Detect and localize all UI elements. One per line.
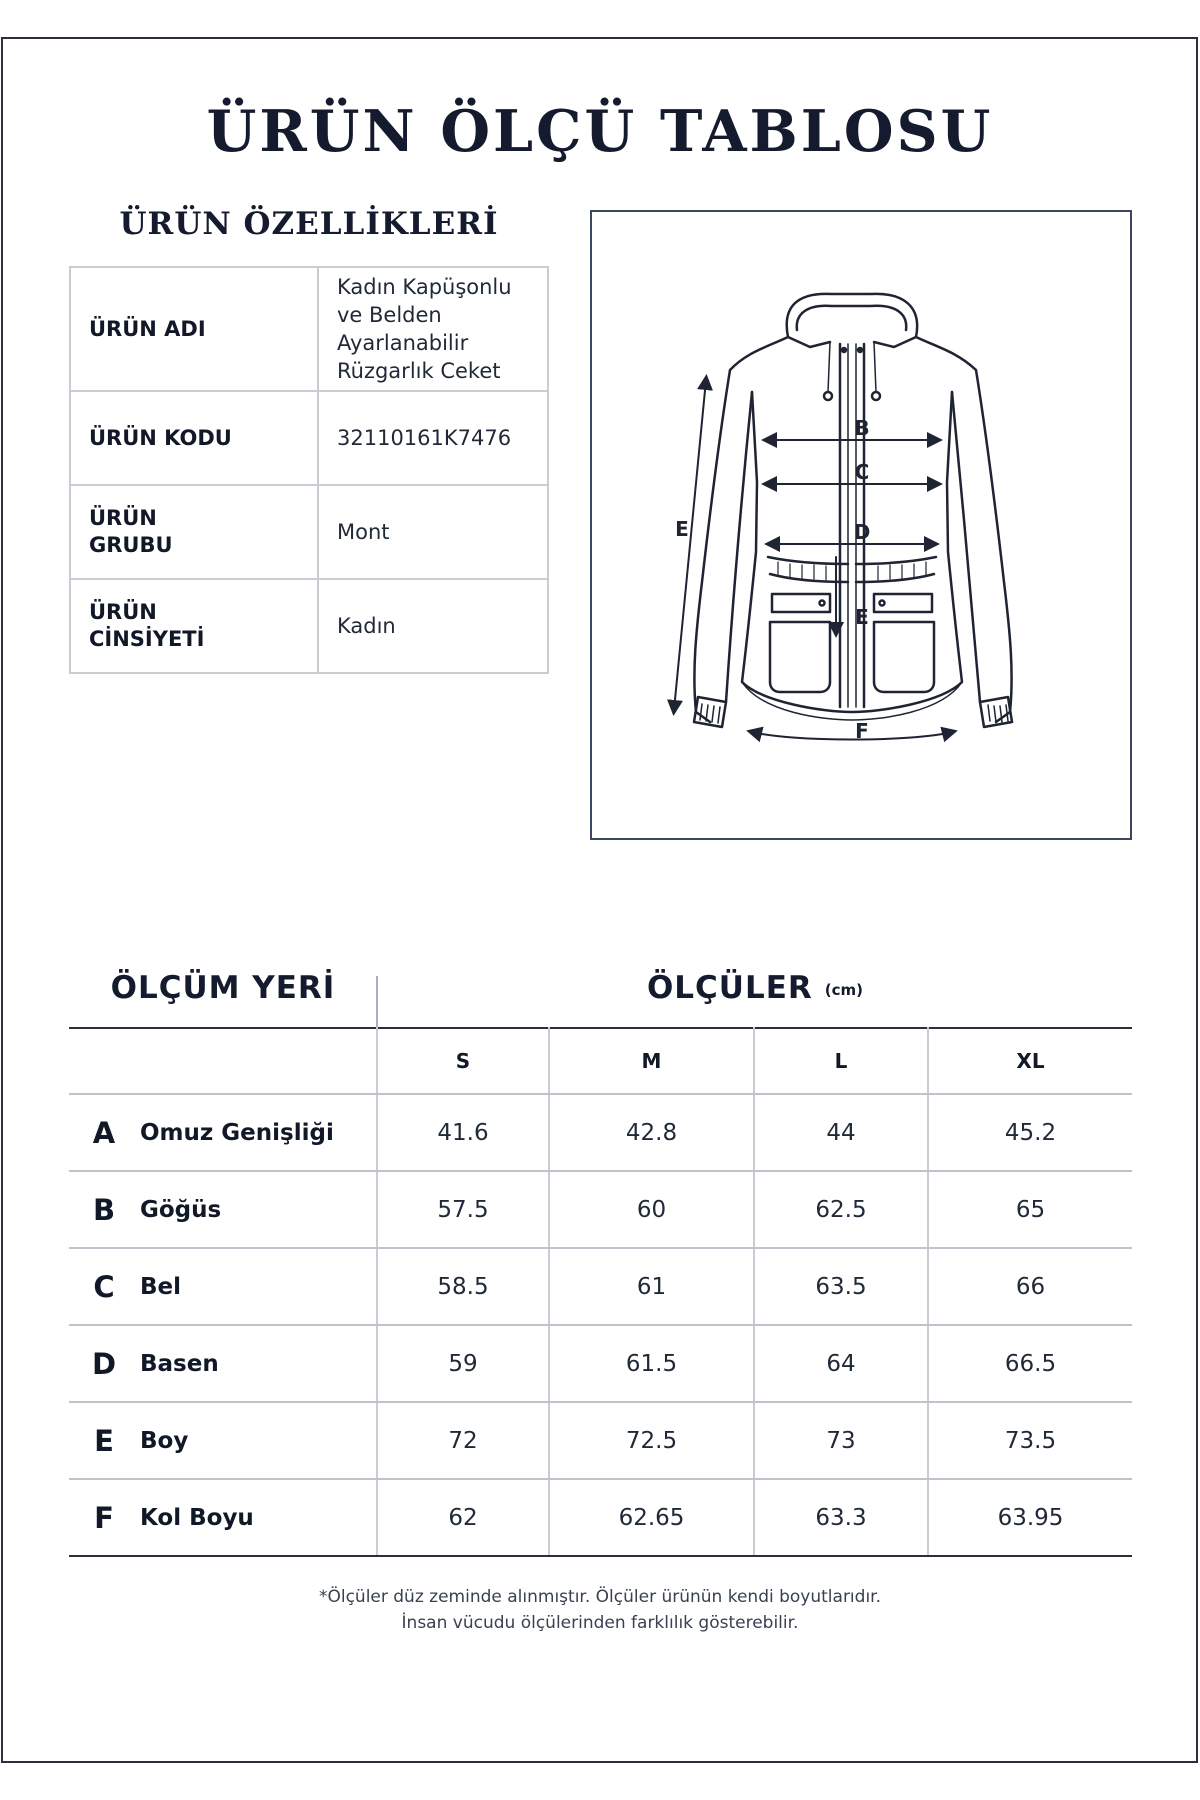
- measure-name: Omuz Genişliği: [139, 1094, 377, 1171]
- measure-value: 44: [754, 1094, 928, 1171]
- measure-letter: B: [69, 1171, 139, 1248]
- label-e-side: E: [675, 517, 689, 541]
- measurements-heading-text: ÖLÇÜLER: [646, 970, 813, 1006]
- size-header: S: [377, 1028, 549, 1094]
- product-key: ÜRÜN CİNSİYETİ: [70, 579, 318, 673]
- measure-letter: C: [69, 1248, 139, 1325]
- measure-value: 42.8: [549, 1094, 754, 1171]
- product-value: Mont: [318, 485, 548, 579]
- measure-value: 62: [377, 1479, 549, 1556]
- table-row: [69, 1402, 1132, 1479]
- product-value: 32110161K7476: [318, 391, 548, 485]
- table-row: [69, 1325, 1132, 1402]
- label-e-inner: E: [855, 605, 869, 629]
- measure-value: 62.65: [549, 1479, 754, 1556]
- measure-name: Göğüs: [139, 1171, 377, 1248]
- table-row: [69, 1171, 1132, 1248]
- measurements-heading: [378, 970, 1132, 1006]
- product-row: [70, 579, 548, 673]
- measure-value: 73.5: [928, 1402, 1132, 1479]
- blank-header: [139, 1028, 377, 1094]
- measure-value: 64: [754, 1325, 928, 1402]
- measure-value: 66: [928, 1248, 1132, 1325]
- measure-value: 61: [549, 1248, 754, 1325]
- label-c: C: [854, 460, 870, 484]
- table-row: [69, 1248, 1132, 1325]
- measure-value: 61.5: [549, 1325, 754, 1402]
- measurement-place-heading: ÖLÇÜM YERİ: [110, 970, 336, 1006]
- measure-value: 45.2: [928, 1094, 1132, 1171]
- blank-header: [69, 1028, 139, 1094]
- measure-letter: D: [69, 1325, 139, 1402]
- product-row: [70, 485, 548, 579]
- product-key: ÜRÜN ADI: [70, 267, 318, 391]
- product-value: Kadın: [318, 579, 548, 673]
- size-header: L: [754, 1028, 928, 1094]
- page-title: ÜRÜN ÖLÇÜ TABLOSU: [206, 98, 994, 165]
- measure-value: 63.5: [754, 1248, 928, 1325]
- measure-name: Kol Boyu: [139, 1479, 377, 1556]
- measure-value: 66.5: [928, 1325, 1132, 1402]
- measure-value: 65: [928, 1171, 1132, 1248]
- measure-name: Boy: [139, 1402, 377, 1479]
- measurement-note: [0, 1584, 1200, 1636]
- measure-letter: A: [69, 1094, 139, 1171]
- measure-value: 60: [549, 1171, 754, 1248]
- product-row: [70, 391, 548, 485]
- product-value: Kadın Kapüşonlu ve Belden Ayarlanabilir Rüzgarlık Ceket: [318, 267, 548, 391]
- product-features-heading: ÜRÜN ÖZELLİKLERİ: [119, 206, 499, 242]
- measure-letter: E: [69, 1402, 139, 1479]
- jacket-diagram: [590, 210, 1132, 840]
- size-header: M: [549, 1028, 754, 1094]
- note-line-1: *Ölçüler düz zeminde alınmıştır. Ölçüler ürünün kendi boyutlarıdır.: [318, 1587, 882, 1607]
- measure-value: 63.95: [928, 1479, 1132, 1556]
- product-features-table: [69, 266, 549, 674]
- size-chart-table: [69, 1027, 1132, 1557]
- measure-value: 72.5: [549, 1402, 754, 1479]
- label-b: B: [854, 416, 870, 440]
- measure-value: 58.5: [377, 1248, 549, 1325]
- size-header-row: [69, 1028, 1132, 1094]
- measure-value: 59: [377, 1325, 549, 1402]
- measure-value: 41.6: [377, 1094, 549, 1171]
- table-row: [69, 1479, 1132, 1556]
- product-row: [70, 267, 548, 391]
- note-line-2: İnsan vücudu ölçülerinden farklılık gösterebilir.: [401, 1613, 799, 1633]
- measure-value: 62.5: [754, 1171, 928, 1248]
- measure-value: 57.5: [377, 1171, 549, 1248]
- measure-value: 63.3: [754, 1479, 928, 1556]
- product-key: ÜRÜN KODU: [70, 391, 318, 485]
- unit-label: (cm): [824, 980, 864, 999]
- measure-name: Bel: [139, 1248, 377, 1325]
- measure-letter: F: [69, 1479, 139, 1556]
- label-d: D: [853, 520, 871, 544]
- measure-value: 72: [377, 1402, 549, 1479]
- table-row: [69, 1094, 1132, 1171]
- size-header: XL: [928, 1028, 1132, 1094]
- measure-name: Basen: [139, 1325, 377, 1402]
- measure-value: 73: [754, 1402, 928, 1479]
- product-key: ÜRÜN GRUBU: [70, 485, 318, 579]
- jacket-drawing-icon: [592, 212, 1134, 842]
- label-f: F: [855, 719, 869, 743]
